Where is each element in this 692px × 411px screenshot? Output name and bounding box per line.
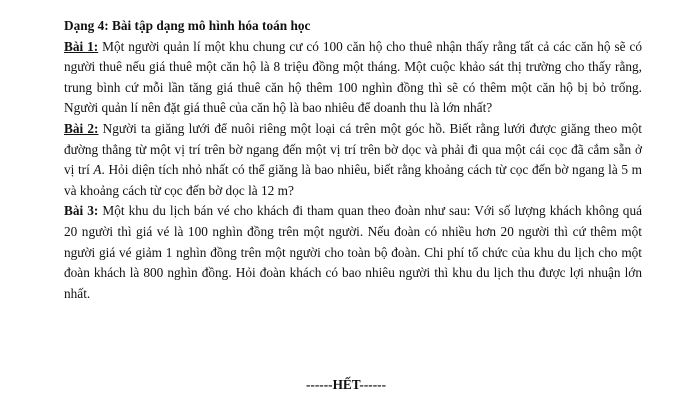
- problem-3: [64, 201, 642, 304]
- problem-1-text: Một người quản lí một khu chung cư có 100 căn hộ cho thuê nhận thấy rằng tất cả các căn hộ sẽ có người thuê nếu giá thuê một căn hộ là 8 triệu đồng một tháng. Một cuộc khảo sát thị trường cho thấy rằng, trung bình cứ mỗi lần tăng giá thuê căn hộ thêm 100 nghìn đồng thì sẽ có thêm một căn hộ bị bỏ trống. Người quản lí nên đặt giá thuê của căn hộ là bao nhiêu để doanh thu là lớn nhất?: [64, 38, 642, 116]
- problem-1-label: Bài 1:: [64, 38, 99, 54]
- problem-2-text-after: . Hỏi diện tích nhỏ nhất có thể giăng là bao nhiêu, biết rằng khoảng cách từ cọc đến bờ ngang là 5 m và khoảng cách từ cọc đến bờ dọc là 12 m?: [64, 162, 642, 198]
- problem-2: [64, 119, 642, 201]
- section-heading: Dạng 4: Bài tập dạng mô hình hóa toán học: [64, 18, 311, 33]
- point-a: A: [93, 162, 102, 178]
- problem-2-text-before: Người ta giăng lưới để nuôi riêng một loại cá trên một góc hồ. Biết rằng lưới được giăng theo một đường thẳng từ một vị trí trên bờ ngang đến một vị trí trên bờ dọc và phải đi qua một cái cọc đã cắm sẵn ở vị trí: [64, 120, 642, 178]
- problem-2-label: Bài 2:: [64, 120, 99, 136]
- problem-3-text: Một khu du lịch bán vé cho khách đi tham quan theo đoàn như sau: Với số lượng khách không quá 20 người thì giá vé là 100 nghìn đồng trên một người. Nếu đoàn có nhiều hơn 20 người thì cứ thêm một người giá vé giảm 1 nghìn đồng trên một người cho toàn bộ đoàn. Chi phí tổ chức của khu du lịch cho một đoàn khách là 800 nghìn đồng. Hỏi đoàn khách có bao nhiêu người thì khu du lịch thu được lợi nhuận lớn nhất.: [64, 203, 643, 301]
- problem-3-label: Bài 3:: [64, 203, 99, 219]
- document-body: [64, 16, 642, 304]
- end-marker: ------HẾT------: [306, 377, 386, 392]
- problem-1: [64, 37, 642, 119]
